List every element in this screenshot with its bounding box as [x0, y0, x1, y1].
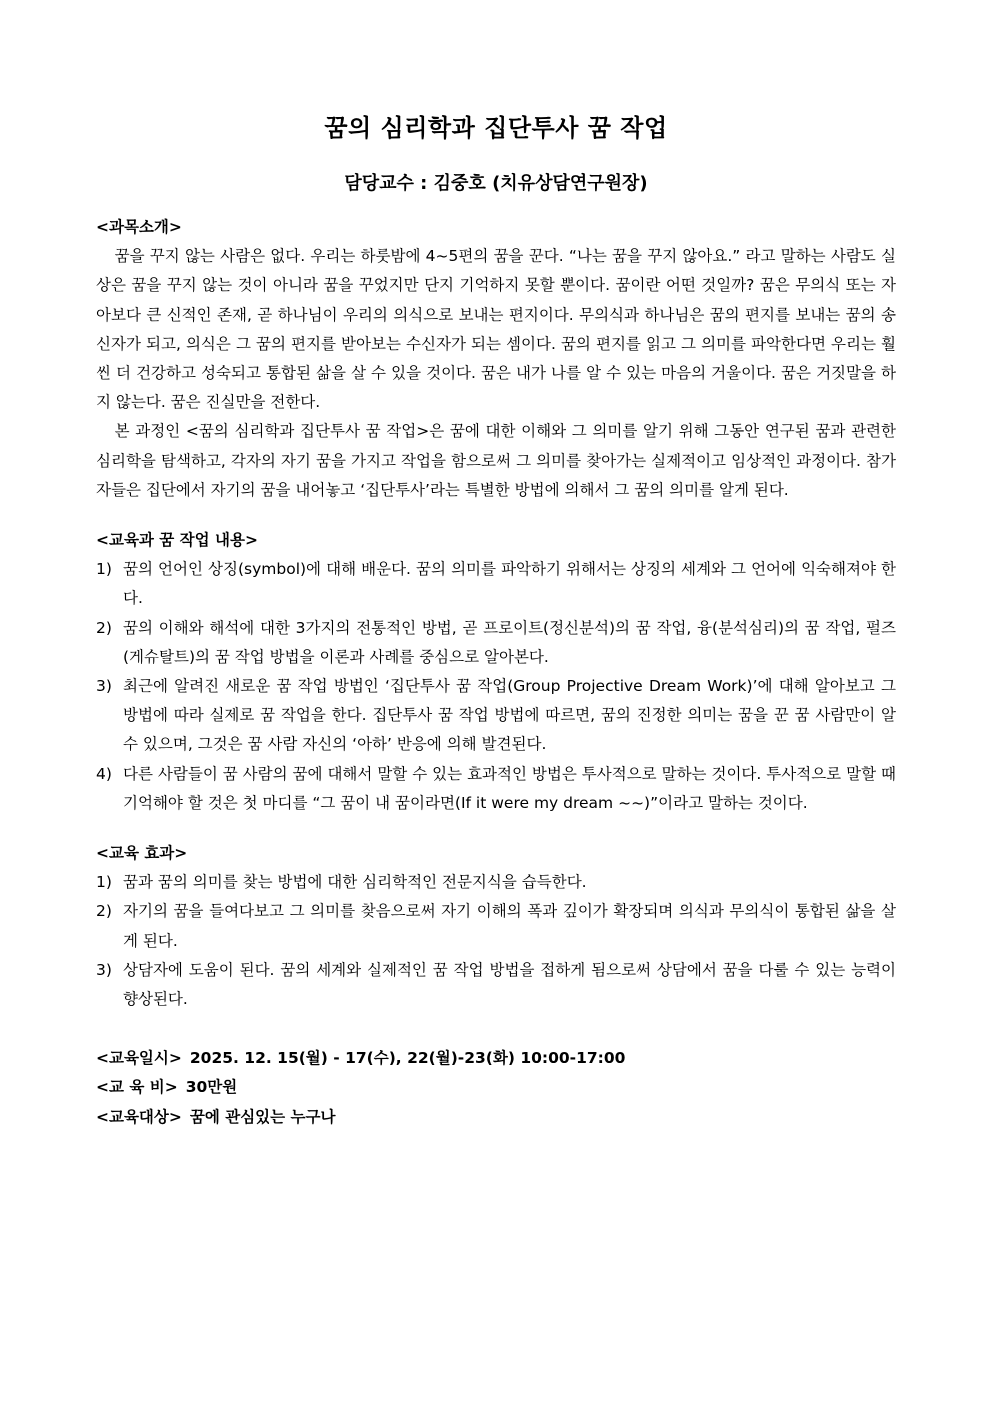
- list-item-number: 2): [96, 618, 112, 637]
- list-item: [96, 555, 896, 613]
- list-item: [96, 614, 896, 672]
- instructor-line: 담당교수 : 김중호 (치유상담연구원장): [344, 173, 648, 194]
- schedule-label: <교육일시>: [96, 1049, 182, 1068]
- contents-list: [96, 555, 896, 818]
- list-item-number: 2): [96, 902, 112, 921]
- list-item-text: 자기의 꿈을 들여다보고 그 의미를 찾음으로써 자기 이해의 폭과 깊이가 확장되며 의식과 무의식이 통합된 삶을 살게 된다.: [123, 902, 896, 950]
- list-item-text: 다른 사람들이 꿈 사람의 꿈에 대해서 말할 수 있는 효과적인 방법은 투사적으로 말하는 것이다. 투사적으로 말할 때 기억해야 할 것은 첫 마디를 “그 꿈이 내 꿈이라면(If it were my dream ~~)”이라고 말하는 것이다.: [123, 764, 896, 812]
- contents-heading: <교육과 꿈 작업 내용>: [96, 531, 258, 550]
- intro-paragraph: 본 과정인 <꿈의 심리학과 집단투사 꿈 작업>은 꿈에 대한 이해와 그 의미를 알기 위해 그동안 연구된 꿈과 관련한 심리학을 탐색하고, 각자의 자기 꿈을 가지고 작업을 함으로써 그 의미를 찾아가는 실제적이고 임상적인 과정이다. 참가자들은 집단에서 자기의 꿈을 내어놓고 ‘집단투사’라는 특별한 방법에 의해서 그 꿈의 의미를 알게 된다.: [96, 422, 896, 499]
- fee-label: <교 육 비>: [96, 1078, 178, 1097]
- list-item-number: 3): [96, 960, 112, 979]
- effects-list: [96, 868, 896, 1014]
- target-label: <교육대상>: [96, 1107, 182, 1126]
- fee-value: 30만원: [185, 1078, 238, 1097]
- list-item-number: 4): [96, 764, 112, 783]
- list-item-text: 상담자에 도움이 된다. 꿈의 세계와 실제적인 꿈 작업 방법을 접하게 됨으로써 상담에서 꿈을 다룰 수 있는 능력이 향상된다.: [123, 960, 896, 1009]
- list-item-number: 1): [96, 560, 112, 579]
- list-item-number: 1): [96, 873, 112, 892]
- list-item-number: 3): [96, 677, 112, 696]
- list-item-text: 꿈의 이해와 해석에 대한 3가지의 전통적인 방법, 곧 프로이트(정신분석)의 꿈 작업, 융(분석심리)의 꿈 작업, 펄즈(게슈탈트)의 꿈 작업 방법을 이론과 사례를 중심으로 알아본다.: [123, 618, 896, 666]
- list-item: [96, 672, 896, 760]
- list-item-text: 꿈과 꿈의 의미를 찾는 방법에 대한 심리학적인 전문지식을 습득한다.: [123, 873, 587, 892]
- schedule-row: [96, 1044, 896, 1073]
- list-item: [96, 956, 896, 1014]
- intro-paragraph: 꿈을 꾸지 않는 사람은 없다. 우리는 하룻밤에 4~5편의 꿈을 꾼다. “나는 꿈을 꾸지 않아요.” 라고 말하는 사람도 실상은 꿈을 꾸지 않는 것이 아니라 꿈을 꾸었지만 단지 기억하지 못할 뿐이다. 꿈이란 어떤 것일까? 꿈은 무의식 또는 자아보다 큰 신적인 존재, 곧 하나님이 우리의 의식으로 보내는 편지이다. 무의식과 하나님은 꿈의 편지를 보내는 꿈의 송신자가 되고, 의식은 그 꿈의 편지를 받아보는 수신자가 되는 셈이다. 꿈의 편지를 읽고 그 의미를 파악한다면 우리는 훨씬 더 건강하고 성숙되고 통합된 삶을 살 수 있을 것이다. 꿈은 내가 나를 알 수 있는 마음의 거울이다. 꿈은 거짓말을 하지 않는다. 꿈은 진실만을 전한다.: [96, 247, 896, 412]
- fee-row: [96, 1073, 896, 1102]
- effects-heading: <교육 효과>: [96, 844, 188, 863]
- list-item: [96, 868, 896, 897]
- target-value: 꿈에 관심있는 누구나: [189, 1107, 336, 1126]
- list-item: [96, 897, 896, 955]
- document-title: 꿈의 심리학과 집단투사 꿈 작업: [324, 114, 668, 142]
- document-body: [96, 213, 896, 1132]
- list-item-text: 최근에 알려진 새로운 꿈 작업 방법인 ‘집단투사 꿈 작업(Group Projective Dream Work)’에 대해 알아보고 그 방법에 따라 실제로 꿈 작업을 한다. 집단투사 꿈 작업 방법에 따르면, 꿈의 진정한 의미는 꿈을 꾼 꿈 사람만이 알 수 있으며, 그것은 꿈 사람 자신의 ‘아하’ 반응에 의해 발견된다.: [123, 677, 896, 754]
- intro-heading: <과목소개>: [96, 218, 182, 236]
- schedule-value: 2025. 12. 15(월) - 17(수), 22(월)-23(화) 10:00-17:00: [189, 1049, 626, 1068]
- list-item: [96, 760, 896, 818]
- target-row: [96, 1103, 896, 1132]
- list-item-text: 꿈의 언어인 상징(symbol)에 대해 배운다. 꿈의 의미를 파악하기 위해서는 상징의 세계와 그 언어에 익숙해져야 한다.: [123, 560, 896, 608]
